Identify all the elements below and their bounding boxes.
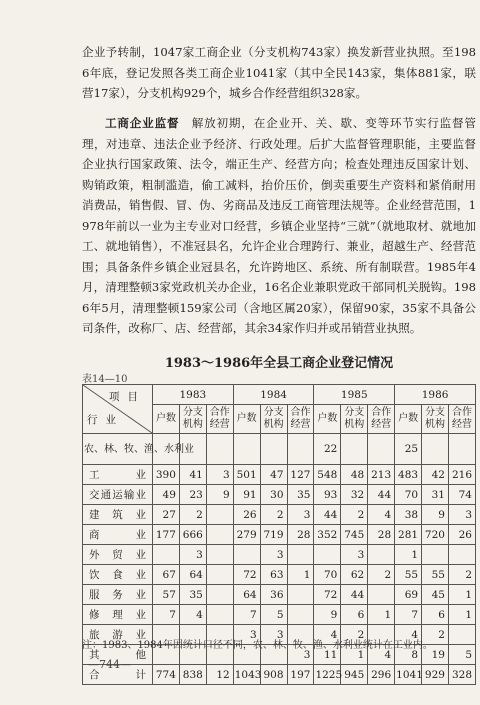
section-heading: 工商企业监督 [105,116,180,130]
table-number: 表14—10 [82,374,128,385]
table-row [83,434,476,465]
table-cell [448,545,475,565]
table-cell: 127 [287,465,314,485]
page-number: —744— [88,658,131,671]
table-cell: 7 [153,605,180,625]
table-cell: 70 [314,565,341,585]
table-cell: 1225 [314,665,341,685]
table-cell [153,545,180,565]
table-cell: 5 [448,645,475,665]
table-cell [314,545,341,565]
table-cell: 719 [260,525,287,545]
table-cell: 19 [422,645,449,665]
subcol-header: 分支机构 [341,405,368,434]
table-cell: 352 [314,525,341,545]
subcol-header: 户数 [233,405,260,434]
table-cell: 27 [153,505,180,525]
subcol-header: 户数 [314,405,341,434]
table-cell: 3 [206,465,233,485]
table-cell: 745 [341,525,368,545]
table-cell: 945 [341,665,368,685]
table-cell: 70 [395,485,422,505]
year-header: 1984 [233,385,314,405]
table-cell: 1041 [395,665,422,685]
industry-label: 饮食业 [83,565,153,585]
table-cell: 2 [341,625,368,645]
table-cell: 9 [422,505,449,525]
table-cell: 2 [368,565,395,585]
subcol-header: 合作经营 [206,405,233,434]
table-cell: 213 [368,465,395,485]
table-cell: 64 [179,565,206,585]
table-cell: 3 [448,505,475,525]
table-cell: 548 [314,465,341,485]
table-cell: 2 [448,565,475,585]
table-cell: 774 [153,665,180,685]
table-cell: 501 [233,465,260,485]
table-cell: 2 [179,505,206,525]
subcol-header: 分支机构 [260,405,287,434]
table-cell: 5 [260,605,287,625]
table-cell [448,434,475,465]
table-cell: 67 [153,565,180,585]
table-cell [206,434,233,465]
table-row [83,505,476,525]
table-cell [206,525,233,545]
industry-label: 工业 [83,465,153,485]
table-cell: 47 [260,465,287,485]
table-cell: 36 [260,585,287,605]
paragraph-registration: 企业予转制，1047家工商企业（分支机构743家）换发新营业执照。至1986年底，登记发照各类工商企业1041家（其中全民143家，集体881家，联营17家），分支机构929个，城乡合作经营组织328家。 [82,45,476,100]
table-cell [287,545,314,565]
year-header: 1985 [314,385,395,405]
table-cell: 72 [233,565,260,585]
table-cell: 6 [341,605,368,625]
table-cell: 55 [422,565,449,585]
table-cell: 1 [448,585,475,605]
table-cell: 44 [341,585,368,605]
table-cell: 483 [395,465,422,485]
table-cell: 12 [206,665,233,685]
subcol-header: 分支机构 [179,405,206,434]
industry-label: 商业 [83,525,153,545]
table-cell: 31 [422,485,449,505]
table-cell: 30 [260,485,287,505]
table-row [83,545,476,565]
table-cell [368,585,395,605]
table-cell: 48 [341,465,368,485]
table-header-years [83,385,476,405]
table-cell: 4 [368,645,395,665]
table-cell [206,605,233,625]
table-cell: 91 [233,485,260,505]
table-cell: 279 [233,525,260,545]
table-cell: 1 [287,565,314,585]
table-cell: 666 [179,525,206,545]
table-cell: 93 [314,485,341,505]
table-cell: 64 [233,585,260,605]
table-cell [287,434,314,465]
table-cell: 26 [233,505,260,525]
industry-label: 服务业 [83,585,153,605]
table-cell [206,565,233,585]
table-cell: 26 [448,525,475,545]
table-cell: 62 [341,565,368,585]
table-cell: 2 [422,625,449,645]
table-row [83,585,476,605]
table-cell: 23 [179,485,206,505]
table-cell: 1 [448,605,475,625]
table-cell: 28 [287,525,314,545]
subcol-header: 分支机构 [422,405,449,434]
table-cell: 2 [341,505,368,525]
corner-header-item: 项目 [109,391,146,403]
industry-label: 建筑业 [83,505,153,525]
table-cell: 390 [153,465,180,485]
table-cell [422,434,449,465]
table-cell: 4 [368,505,395,525]
table-cell: 1 [368,605,395,625]
subcol-header: 合作经营 [448,405,475,434]
table-cell: 3 [179,545,206,565]
table-cell: 838 [179,665,206,685]
table-row [83,565,476,585]
table-cell: 69 [395,585,422,605]
table-cell [368,545,395,565]
table-cell: 3 [287,645,314,665]
table-cell: 929 [422,665,449,685]
table-cell: 3 [260,545,287,565]
industry-label: 其他 [83,645,153,665]
table-cell: 6 [422,605,449,625]
section-body: 解放初期，在企业开、关、歇、变等环节实行监督管理，对违章、违法企业予经济、行政处理。后扩大监督管理职能，主要监督企业执行国家政策、法令，端正生产、经营方向；检查处理违反国家计划、购销政策，粗制滥造，偷工减料，抬价压价，倒卖重要生产资料和紧俏耐用消费品，销售假、冒、伪、劣商品及违反工商管理法规等。企业经营范围，1978年前以一业为主专业对口经营，乡镇企业坚持“三就”（就地取材、就地加工、就地销售），不准冠县名，允许企业合理跨行、兼业，超越生产、经营范围；具备条件乡镇企业冠县名，允许跨地区、系统、所有制联营。1985年4月，清理整顿3家党政机关办企业，16名企业兼职党政干部同机关脱钩。1986年5月，清理整顿159家公司（含地区属20家），保留90家，35家不具备公司条件，改称厂、店、经营部，其余34家作归并或吊销营业执照。 [82,116,476,335]
subcol-header: 户数 [153,405,180,434]
table-cell: 32 [341,485,368,505]
subcol-header: 合作经营 [287,405,314,434]
table-cell [287,605,314,625]
table-cell: 177 [153,525,180,545]
table-cell: 35 [287,485,314,505]
table-cell: 42 [422,465,449,485]
table-cell [368,434,395,465]
table-cell: 22 [314,434,341,465]
table-cell: 3 [287,505,314,525]
table-cell: 35 [179,585,206,605]
year-header: 1983 [153,385,234,405]
industry-label: 交通运输业 [83,485,153,505]
table-cell: 2 [260,505,287,525]
table-cell [233,545,260,565]
table-cell [422,545,449,565]
table-cell: 4 [314,625,341,645]
paragraph-supervision [82,113,476,339]
table-cell: 296 [368,665,395,685]
table-cell: 44 [314,505,341,525]
table-cell [206,505,233,525]
table-cell: 49 [153,485,180,505]
table-cell: 9 [206,485,233,505]
table-cell [233,434,260,465]
table-cell: 74 [448,485,475,505]
table-cell: 72 [314,585,341,605]
table-cell [260,434,287,465]
table-cell: 216 [448,465,475,485]
table-cell: 1 [395,545,422,565]
table-cell: 4 [179,605,206,625]
table-note: 注：1983、1984年因统计口径不同，农、林、牧、渔、水利业统计在工业内。 [82,640,433,651]
table-cell: 55 [395,565,422,585]
table-cell: 28 [368,525,395,545]
table-cell: 4 [395,625,422,645]
table-cell: 38 [395,505,422,525]
table-cell: 9 [314,605,341,625]
table-cell [206,545,233,565]
table-cell: 57 [153,585,180,605]
year-header: 1986 [395,385,476,405]
table-cell: 3 [341,545,368,565]
table-cell: 7 [233,605,260,625]
table-cell: 63 [260,565,287,585]
corner-header-industry: 行业 [87,414,124,426]
table-cell: 908 [260,665,287,685]
subcol-header: 合作经营 [368,405,395,434]
table-cell: 328 [448,665,475,685]
corner-header [83,385,153,434]
table-cell [341,434,368,465]
table-cell [287,585,314,605]
table-cell: 25 [395,434,422,465]
table-cell: 720 [422,525,449,545]
table-row [83,485,476,505]
table-cell: 281 [395,525,422,545]
table-cell: 3 [260,625,287,645]
table-cell: 197 [287,665,314,685]
industry-label: 外贸业 [83,545,153,565]
table-row [83,465,476,485]
table-cell: 3 [233,625,260,645]
industry-label: 旅游业 [83,625,153,645]
table-row [83,605,476,625]
table-cell: 1 [341,645,368,665]
industry-label: 修理业 [83,605,153,625]
table-row [83,525,476,545]
table-cell [206,585,233,605]
industry-label: 农、林、牧、渔、水利业 [83,434,153,465]
table-cell: 7 [395,605,422,625]
table-cell: 45 [422,585,449,605]
table-row [83,665,476,685]
subcol-header: 户数 [395,405,422,434]
industry-label: 合计 [83,665,153,685]
table-cell: 1043 [233,665,260,685]
table-cell: 41 [179,465,206,485]
table-cell: 8 [395,645,422,665]
table-title: 1983～1986年全县工商企业登记情况 [164,356,394,371]
table-cell: 44 [368,485,395,505]
table-cell: 11 [314,645,341,665]
